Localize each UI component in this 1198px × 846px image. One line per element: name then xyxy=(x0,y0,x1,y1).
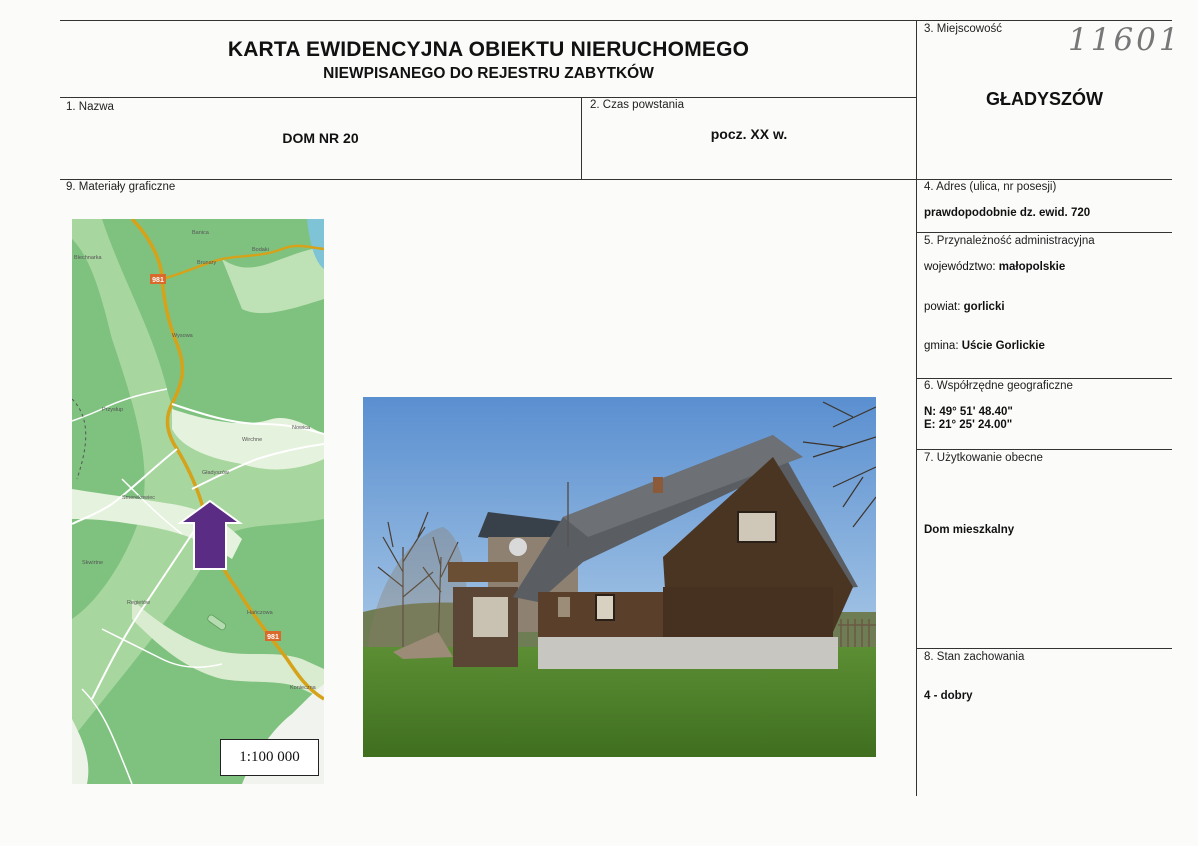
section-rule-5 xyxy=(917,232,1172,233)
section-rule-7 xyxy=(917,449,1172,450)
commune-value: Uście Gorlickie xyxy=(961,340,1045,352)
graphic-materials-label: 9. Materiały graficzne xyxy=(66,181,176,193)
map-label: Nowica xyxy=(292,425,311,431)
map-label: Hańczowa xyxy=(247,610,273,616)
map-label: Gładyszów xyxy=(202,470,229,476)
coordinates-label: 6. Współrzędne geograficzne xyxy=(924,380,1073,392)
condition-value: 4 - dobry xyxy=(924,690,973,702)
voivodeship-label: województwo: xyxy=(924,261,996,273)
coordinate-east: E: 21° 25' 24.00" xyxy=(924,419,1013,431)
road-badge-top xyxy=(150,274,166,284)
map-label: Skwirtne xyxy=(82,560,104,566)
construction-time-label: 2. Czas powstania xyxy=(590,99,684,111)
current-use-label: 7. Użytkowanie obecne xyxy=(924,452,1043,464)
coordinate-north: N: 49° 51' 48.40" xyxy=(924,406,1013,418)
voivodeship-value: małopolskie xyxy=(998,261,1066,273)
map-label: Banica xyxy=(192,230,209,236)
map-label: Smerekowiec xyxy=(122,495,156,501)
section-rule-9 xyxy=(60,179,1172,180)
construction-time-value: pocz. XX w. xyxy=(710,126,788,142)
county-line xyxy=(924,301,1005,313)
location-map xyxy=(72,219,324,784)
voivodeship-line xyxy=(924,261,1065,273)
map-label: Konieczna xyxy=(290,685,316,691)
county-label: powiat: xyxy=(924,301,961,313)
address-label: 4. Adres (ulica, nr posesji) xyxy=(924,181,1057,193)
top-rule xyxy=(60,20,1172,21)
section-rule-8 xyxy=(917,648,1172,649)
map-label: Blechnarka xyxy=(74,255,102,261)
name-value: DOM NR 20 xyxy=(282,130,359,146)
map-label: Bodaki xyxy=(252,247,269,253)
document-title: KARTA EWIDENCYJNA OBIEKTU NIERUCHOMEGO xyxy=(227,38,750,61)
road-number-bottom: 981 xyxy=(267,634,279,641)
section-rule-6 xyxy=(917,378,1172,379)
title-rule xyxy=(60,97,917,98)
map-label: Wirchne xyxy=(242,437,263,443)
current-use-value: Dom mieszkalny xyxy=(924,524,1015,536)
house-photo xyxy=(363,397,876,757)
road-badge-bottom xyxy=(265,631,281,641)
right-column-divider xyxy=(916,20,917,796)
commune-line xyxy=(924,340,1045,352)
locality-value: GŁADYSZÓW xyxy=(986,89,1103,109)
locality-label: 3. Miejscowość xyxy=(924,23,1002,35)
document-subtitle: NIEWPISANEGO DO REJESTRU ZABYTKÓW xyxy=(323,65,654,82)
commune-label: gmina: xyxy=(924,340,959,352)
address-value: prawdopodobnie dz. ewid. 720 xyxy=(924,207,1091,219)
map-label: Wysowa xyxy=(172,333,193,339)
road-number-top: 981 xyxy=(152,277,164,284)
county-value: gorlicki xyxy=(963,301,1005,313)
map-label: Regietów xyxy=(127,600,150,606)
map-label: Przysłup xyxy=(102,407,124,413)
condition-label: 8. Stan zachowania xyxy=(924,651,1025,663)
map-label: Brunary xyxy=(197,260,217,266)
handwritten-catalog-number: 11601 xyxy=(1068,22,1182,58)
name-label: 1. Nazwa xyxy=(66,101,114,113)
administrative-label: 5. Przynależność administracyjna xyxy=(924,235,1095,247)
map-scale: 1:100 000 xyxy=(220,739,319,776)
